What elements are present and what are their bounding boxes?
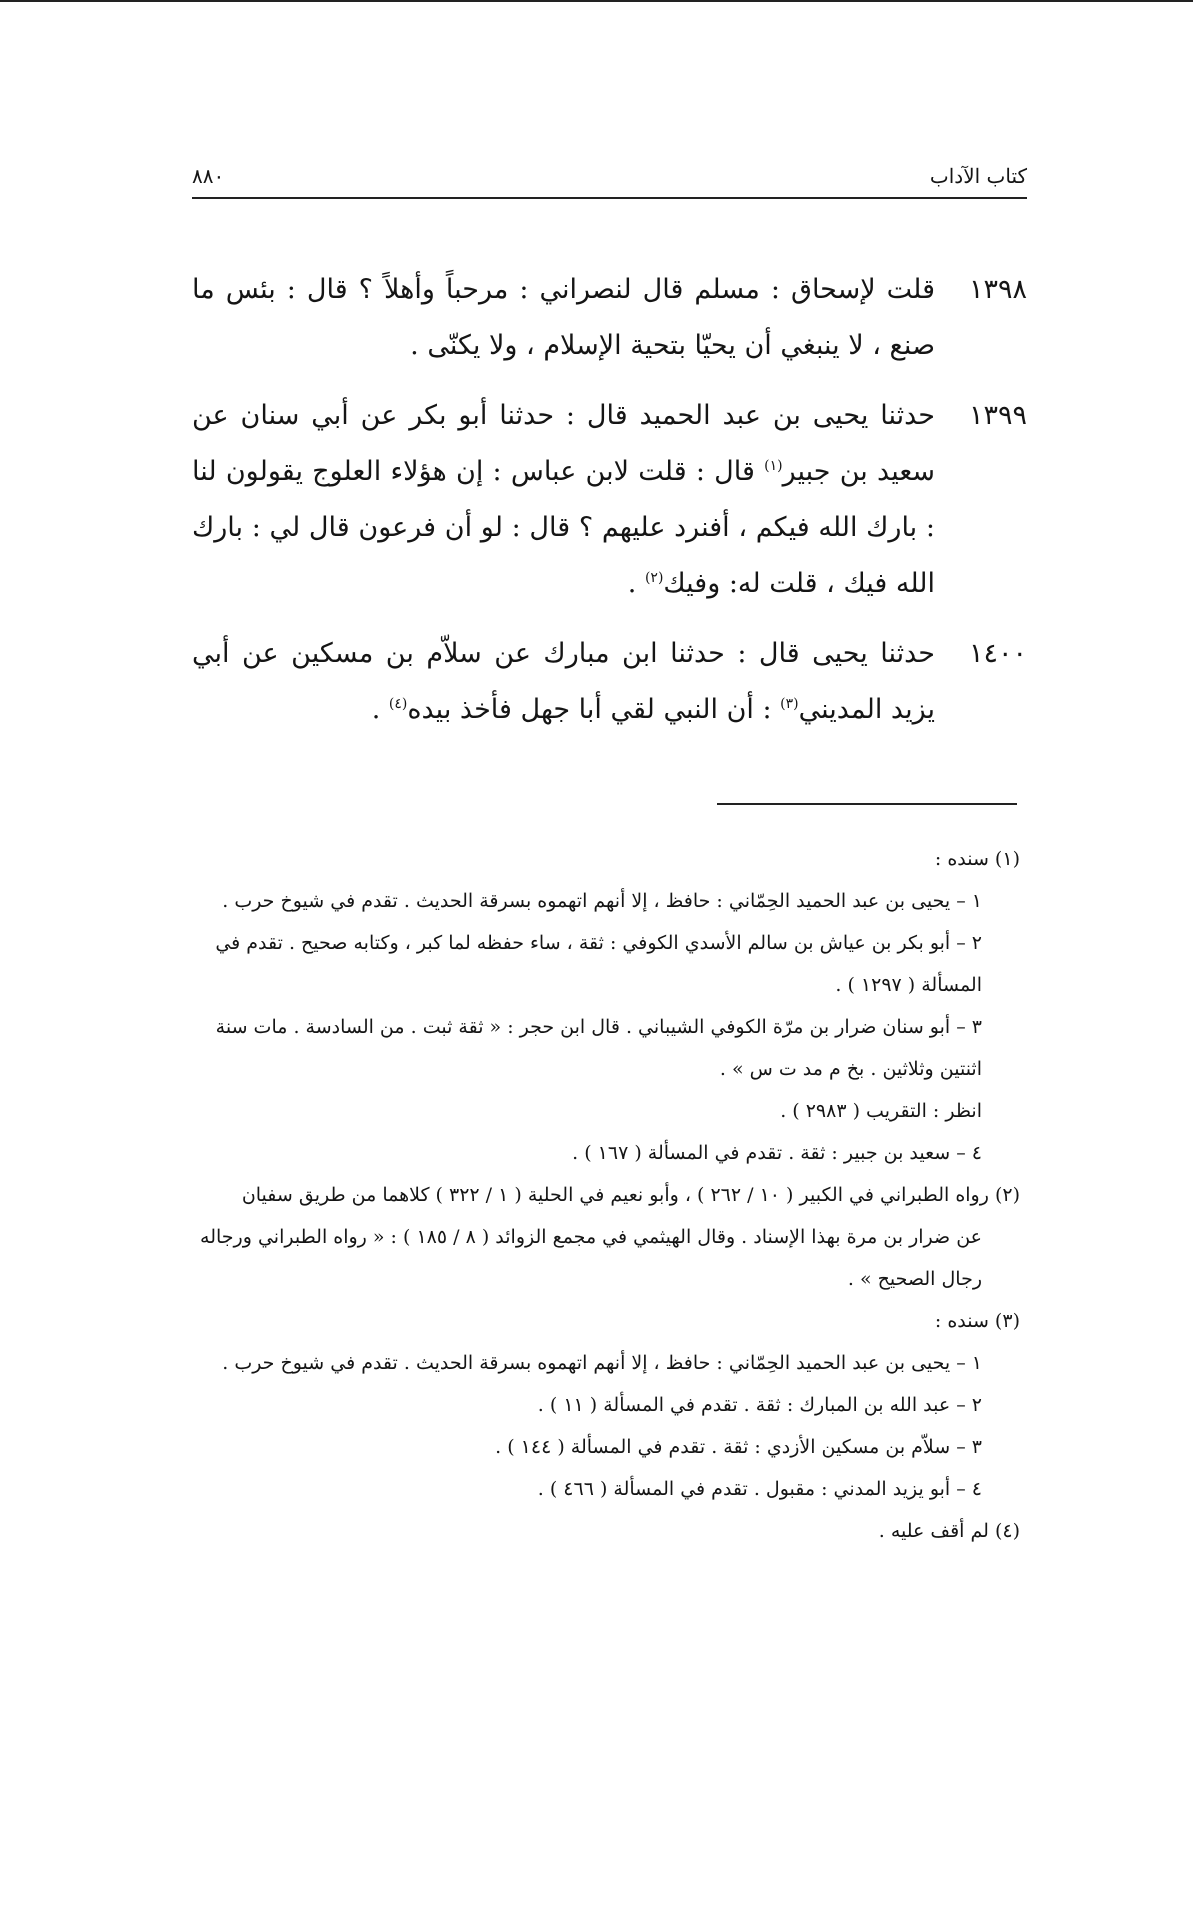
footnote-line: ١ – يحيى بن عبد الحميد الحِمّاني : حافظ ، إلا أنهم اتهموه بسرقة الحديث . تقدم في شيوخ حرب . <box>222 1352 982 1374</box>
footnote-line: ٣ – سلاّم بن مسكين الأزدي : ثقة . تقدم في المسألة ( ١٤٤ ) . <box>495 1436 982 1458</box>
footnote-line: انظر : التقريب ( ٢٩٨٣ ) . <box>780 1100 982 1122</box>
header-rule <box>192 197 1027 199</box>
footnote-line: ٤ – أبو يزيد المدني : مقبول . تقدم في المسألة ( ٤٦٦ ) . <box>537 1478 982 1500</box>
running-title: كتاب الآداب <box>929 164 1027 188</box>
footnote-line: المسألة ( ١٢٩٧ ) . <box>835 974 982 996</box>
entries <box>192 262 1027 752</box>
footnote-line: ٢ – أبو بكر بن عياش بن سالم الأسدي الكوفي : ثقة ، ساء حفظه لما كبر ، وكتابه صحيح . تقدم في <box>215 932 982 954</box>
footnote-line: ٤ – سعيد بن جبير : ثقة . تقدم في المسألة ( ١٦٧ ) . <box>572 1142 982 1164</box>
entry-text: حدثنا يحيى بن عبد الحميد قال : حدثنا أبو بكر عن أبي سنان عن سعيد بن جبير <box>192 400 935 487</box>
footnote-3-heading: (٣) سنده : <box>934 1310 1020 1332</box>
footnotes <box>182 838 1022 1552</box>
footnote-line: اثنتين وثلاثين . بخ م مد ت س » . <box>719 1058 982 1080</box>
page-top-edge <box>0 0 1193 2</box>
footnote-1-heading: (١) سنده : <box>934 848 1020 870</box>
entry-text: : أن النبي لقي أبا جهل فأخذ بيده <box>407 694 781 725</box>
footnote-line: ٢ – عبد الله بن المبارك : ثقة . تقدم في المسألة ( ١١ ) . <box>537 1394 982 1416</box>
entry-1399 <box>192 388 1027 612</box>
entry-number: ١٣٩٨ <box>968 274 1027 305</box>
footnote-line: عن ضرار بن مرة بهذا الإسناد . وقال الهيثمي في مجمع الزوائد ( ٨ / ١٨٥ ) : « رواه الطبراني ورجاله <box>200 1226 982 1248</box>
footnote-ref[interactable]: (٢) <box>644 570 664 586</box>
footnote-4: (٤) لم أقف عليه . <box>878 1520 1020 1542</box>
footnote-ref[interactable]: (٣) <box>780 696 799 712</box>
entry-text: قال : قلت لابن عباس : إن هؤلاء العلوج يقولون لنا : بارك الله فيكم ، أفنرد عليهم ؟ قال : لو أن فرعون قال لي : بارك الله فيك ، قلت له: وفيك <box>192 456 935 599</box>
footnote-ref[interactable]: (١) <box>764 458 783 474</box>
entry-text: قلت لإسحاق : مسلم قال لنصراني : مرحباً وأهلاً ؟ قال : بئس ما صنع ، لا ينبغي أن يحيّا بتحية الإسلام ، ولا يكنّى . <box>192 274 935 361</box>
footnote-2: (٢) رواه الطبراني في الكبير ( ١٠ / ٢٦٢ ) ، وأبو نعيم في الحلية ( ١ / ٣٢٢ ) كلاهما من طريق سفيان <box>241 1184 1020 1206</box>
footnote-separator <box>717 803 1017 805</box>
entry-1400 <box>192 626 1027 738</box>
page-header <box>192 160 1027 196</box>
footnote-line: ١ – يحيى بن عبد الحميد الحِمّاني : حافظ ، إلا أنهم اتهموه بسرقة الحديث . تقدم في شيوخ حرب . <box>222 890 982 912</box>
footnote-line: رجال الصحيح » . <box>847 1268 982 1290</box>
entry-number: ١٣٩٩ <box>968 400 1027 431</box>
footnote-ref[interactable]: (٤) <box>388 696 408 712</box>
entry-1398 <box>192 262 1027 374</box>
entry-text: . <box>627 568 645 599</box>
footnote-line: ٣ – أبو سنان ضرار بن مرّة الكوفي الشيباني . قال ابن حجر : « ثقة ثبت . من السادسة . مات سنة <box>215 1016 982 1038</box>
page-number: ٨٨٠ <box>192 164 225 188</box>
entry-text: حدثنا يحيى قال : حدثنا ابن مبارك عن سلاّم بن مسكين عن أبي يزيد المديني <box>192 638 935 725</box>
entry-text: . <box>371 694 389 725</box>
entry-number: ١٤٠٠ <box>968 638 1027 669</box>
